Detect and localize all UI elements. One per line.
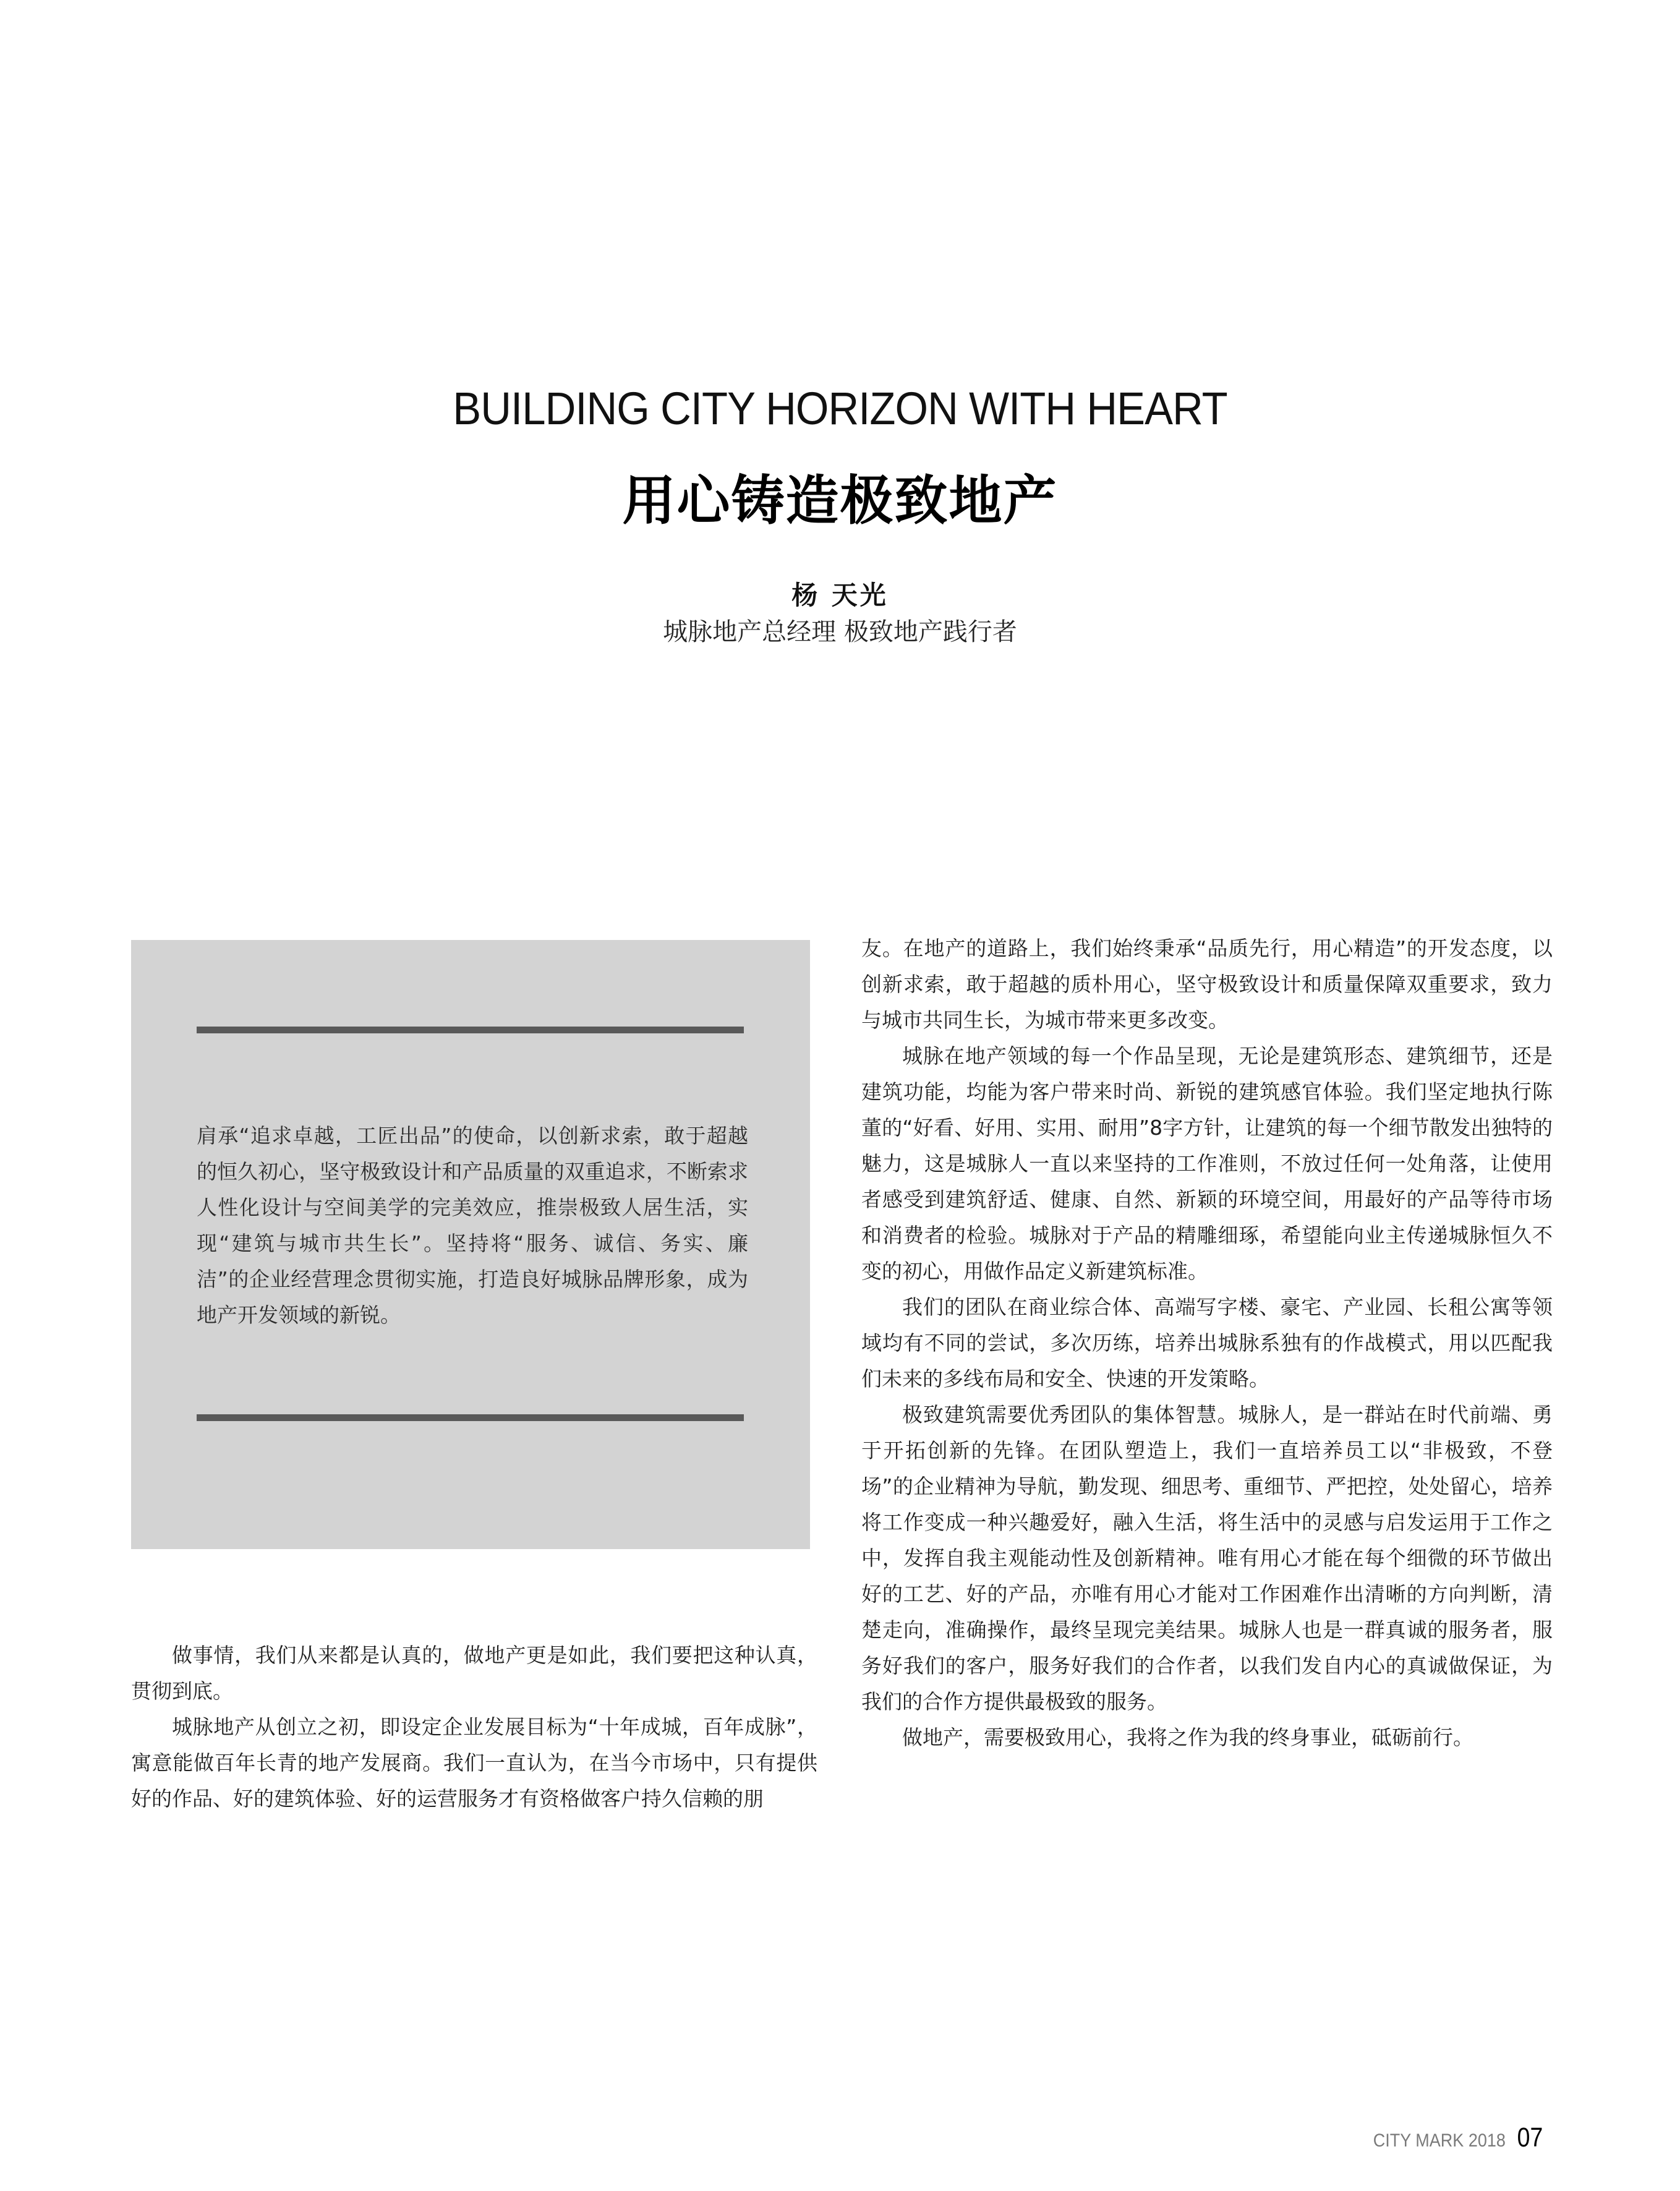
magazine-name: CITY MARK 2018 (1373, 2130, 1506, 2151)
article-title-chinese: 用心铸造极致地产 (622, 470, 1058, 532)
pull-quote-top-rule (197, 1027, 744, 1033)
body-column-right (861, 931, 1553, 1756)
page-number: 07 (1517, 2122, 1543, 2153)
body-paragraph: 城脉在地产领域的每一个作品呈现，无论是建筑形态、建筑细节，还是建筑功能，均能为客户带来时尚、新锐的建筑感官体验。我们坚定地执行陈董的“好看、好用、实用、耐用”8字方针，让建筑的每一个细节散发出独特的魅力，这是城脉人一直以来坚持的工作准则，不放过任何一处角落，让使用者感受到建筑舒适、健康、自然、新颖的环境空间，用最好的产品等待市场和消费者的检验。城脉对于产品的精雕细琢，希望能向业主传递城脉恒久不变的初心，用做作品定义新建筑标准。 (861, 1044, 1553, 1283)
article-title-english: BUILDING CITY HORIZON WITH HEART (453, 383, 1227, 434)
body-column-left (131, 1638, 817, 1817)
page-footer (1358, 2122, 1545, 2153)
body-paragraph-continuation: 友。在地产的道路上，我们始终秉承“品质先行，用心精造”的开发态度，以创新求索，敢于超越的质朴用心，坚守极致设计和质量保障双重要求，致力与城市共同生长，为城市带来更多改变。 (861, 936, 1553, 1032)
body-paragraph: 极致建筑需要优秀团队的集体智慧。城脉人，是一群站在时代前端、勇于开拓创新的先锋。在团队塑造上，我们一直培养员工以“非极致，不登场”的企业精神为导航，勤发现、细思考、重细节、严把控，处处留心，培养将工作变成一种兴趣爱好，融入生活，将生活中的灵感与启发运用于工作之中，发挥自我主观能动性及创新精神。唯有用心才能在每个细微的环节做出好的工艺、好的产品，亦唯有用心才能对工作困难作出清晰的方向判断，清楚走向，准确操作，最终呈现完美结果。城脉人也是一群真诚的服务者，服务好我们的客户，服务好我们的合作者，以我们发自内心的真诚做保证，为我们的合作方提供最极致的服务。 (861, 1403, 1553, 1714)
pull-quote-bottom-rule (197, 1414, 744, 1421)
body-paragraph: 做地产，需要极致用心，我将之作为我的终身事业，砥砺前行。 (902, 1725, 1473, 1749)
body-paragraph: 做事情，我们从来都是认真的，做地产更是如此，我们要把这种认真，贯彻到底。 (131, 1643, 817, 1703)
author-role: 城脉地产总经理 极致地产践行者 (663, 618, 1017, 646)
author-name: 杨 天光 (791, 580, 889, 610)
body-paragraph: 我们的团队在商业综合体、高端写字楼、豪宅、产业园、长租公寓等领域均有不同的尝试，多次历练，培养出城脉系独有的作战模式，用以匹配我们未来的多线布局和安全、快速的开发策略。 (861, 1295, 1553, 1391)
pull-quote-box (131, 940, 810, 1549)
body-paragraph: 城脉地产从创立之初，即设定企业发展目标为“十年成城，百年成脉”，寓意能做百年长青的地产发展商。我们一直认为，在当今市场中，只有提供好的作品、好的建筑体验、好的运营服务才有资格做客户持久信赖的朋 (131, 1715, 817, 1811)
pull-quote-text: 肩承“追求卓越，工匠出品”的使命，以创新求索，敢于超越的恒久初心，坚守极致设计和产品质量的双重追求，不断索求人性化设计与空间美学的完美效应，推崇极致人居生活，实现“建筑与城市共生长”。坚持将“服务、诚信、务实、廉洁”的企业经营理念贯彻实施，打造良好城脉品牌形象，成为地产开发领域的新锐。 (197, 1124, 748, 1327)
